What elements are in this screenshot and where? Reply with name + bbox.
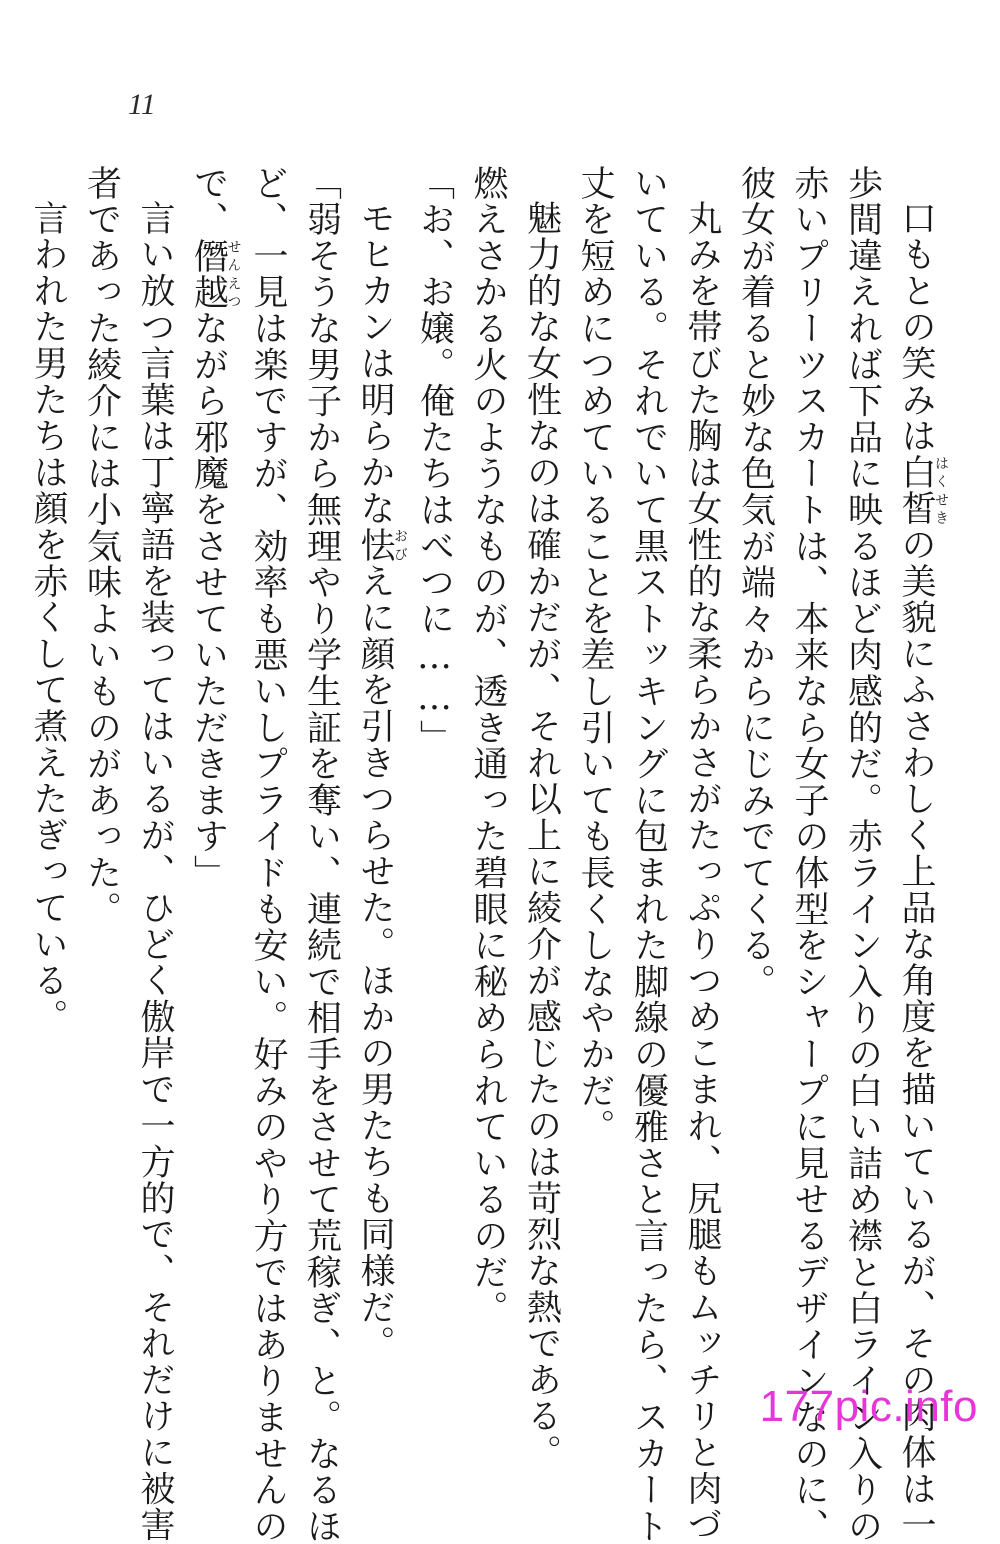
ruby-senetsu [188,237,242,311]
text-line-11 [348,165,408,1365]
text-line-9: 燃えさかる火のようなものが、透き通った碧眼に秘められているのだ。 [468,165,508,1327]
watermark-text: 177pic.info [759,1382,978,1431]
page-number: 11 [128,88,156,121]
text-line-5: 丸みを帯びた胸は女性的な柔らかさがたっぷりつめこまれ、尻腿もムッチリと肉づ [682,200,722,1544]
text-line-6: いている。それでいて黒ストッキングに包まれた脚線の優雅さと言ったら、スカート [628,165,669,1544]
text-line-1 [889,165,949,1544]
ruby-reading: せんえつ [225,237,242,311]
text-line-12: 「弱そうな男子から無理やり学生証を奪い、連続で相手をさせて荒稼ぎ、と。なるほ [301,165,342,1544]
text-segment: 口もとの笑みは [896,200,936,455]
text-segment: モヒカンは明らかな [355,200,395,527]
ruby-hakuseki [896,454,949,527]
ruby-reading: はくせき [933,454,949,527]
text-line-14 [181,165,241,1365]
ruby-base: 怯 [355,526,395,564]
text-line-8: 魅力的な女性なのは確かだが、それ以上に綾介が感じたのは苛烈な熱である。 [521,200,562,1471]
text-segment: で、 [188,165,229,238]
text-line-13: ど、一見は楽ですが、効率も悪いしプライドも安い。好みのやり方ではありませんの [248,165,288,1544]
text-line-4: 彼女が着ると妙な色気が端々からにじみでてくる。 [735,165,776,1000]
text-line-2: 歩間違えれば下品に映るほど肉感的だ。赤ライン入りの白い詰め襟と白ライン入りの [842,165,883,1544]
text-line-15: 言い放つ言葉は丁寧語を装ってはいるが、ひどく傲岸で一方的で、それだけに被害 [135,200,175,1544]
text-line-3: 赤いプリーツスカートは、本来なら女子の体型をシャープに見せるデザインなのに、 [789,165,829,1544]
text-line-16: 者であった綾介には小気味よいものがあった。 [81,165,122,928]
text-line-10: 「お、お嬢。俺たちはべつに……」 [414,165,455,756]
text-segment: の美貌にふさわしく上品な角度を描いているが、その肉体は一 [896,526,936,1544]
text-segment: えに顔を引きつらせた。ほかの男たちも同様だ。 [355,563,395,1362]
ruby-base: 白皙 [896,454,936,527]
text-line-17: 言われた男たちは顔を赤くして煮えたぎっている。 [28,200,68,1035]
text-segment: ながら邪魔をさせていただきます」 [188,310,229,892]
ruby-obi [355,526,408,564]
text-line-7: 丈を短めにつめていることを差し引いても長くしなやかだ。 [575,165,615,1146]
ruby-reading: おび [392,526,408,564]
ruby-base: 僭越 [188,237,229,311]
